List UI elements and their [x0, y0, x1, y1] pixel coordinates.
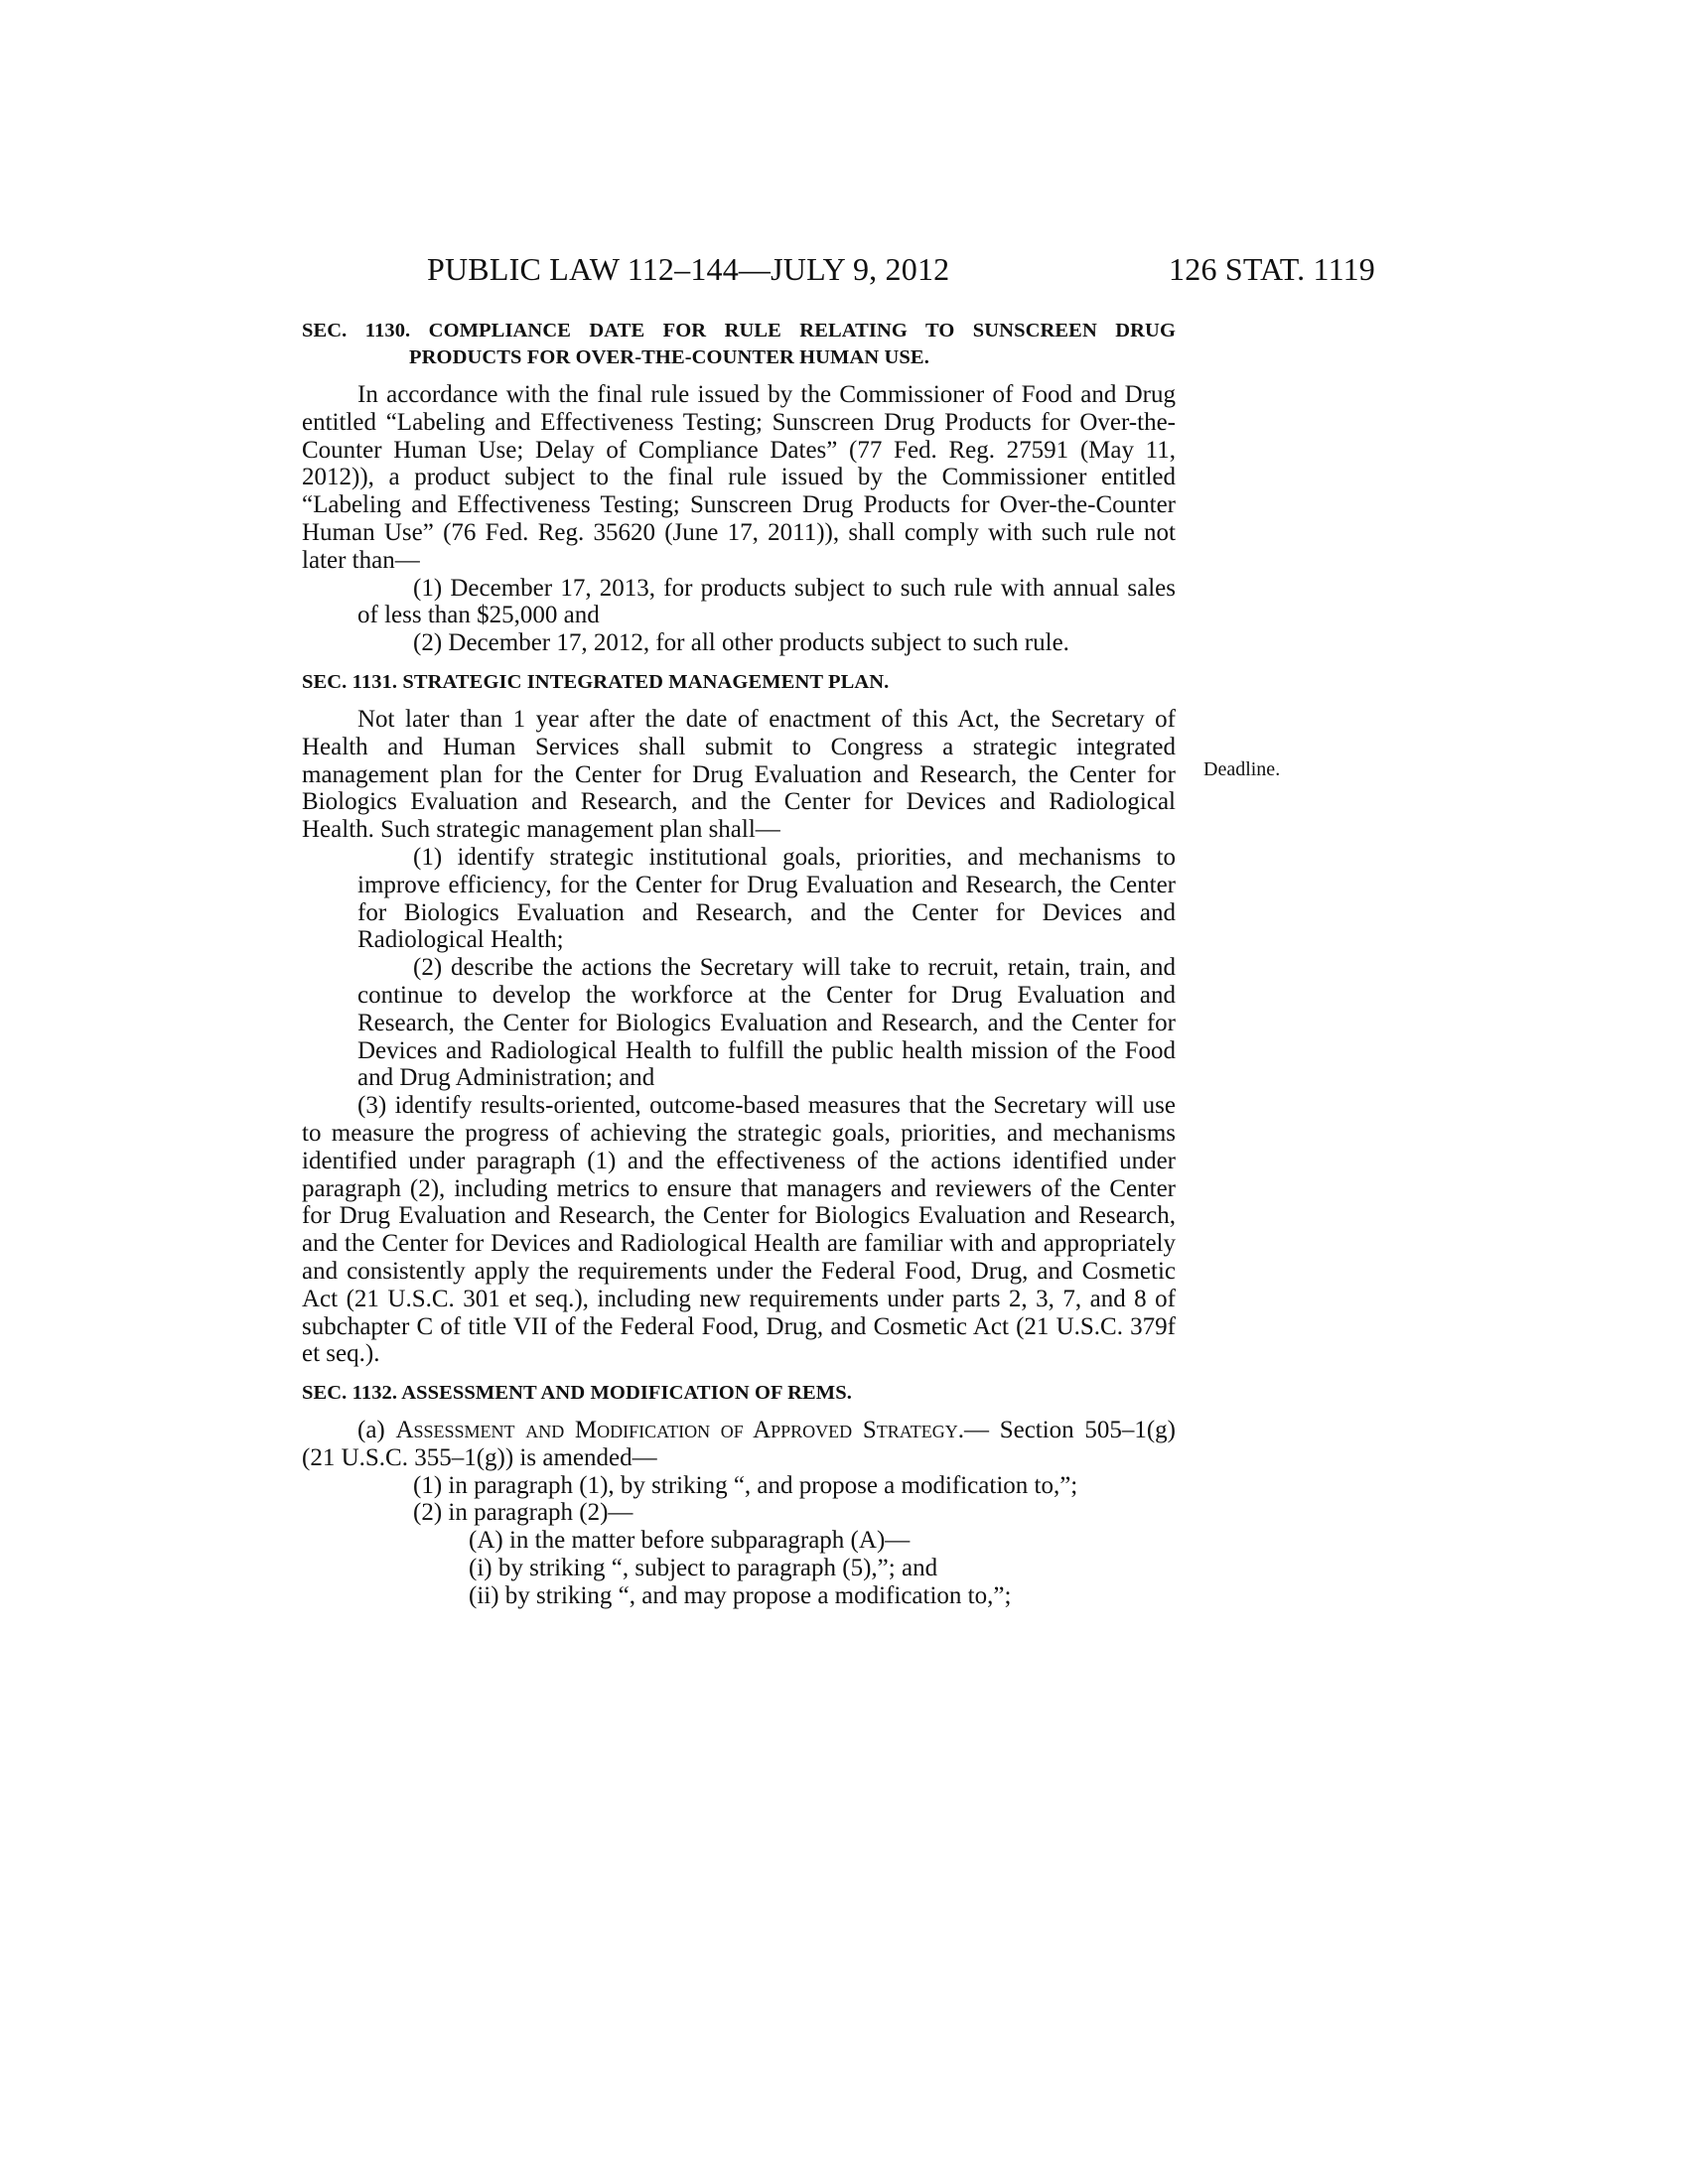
margin-note-deadline: Deadline.	[1203, 758, 1281, 780]
section-1130-intro: In accordance with the final rule issued by the Commissioner of Food and Drug entitled “Labeling and Effectiveness Testing; Sunscreen Drug Products for Over-the-Counter Human Use; Delay of Compliance Dates” (77 Fed. Reg. 27591 (May 11, 2012)), a product subject to the final rule issued by the Commissioner entitled “Labeling and Effectiveness Testing; Sunscreen Drug Products for Over-the-Counter Human Use” (76 Fed. Reg. 35620 (June 17, 2011)), shall comply with such rule not later than—	[302, 381, 1176, 574]
section-1132-item-i: (i) by striking “, subject to paragraph (5),”; and	[469, 1555, 938, 1582]
section-1132-item-2: (2) in paragraph (2)—	[413, 1499, 633, 1527]
section-1132-heading: SEC. 1132. ASSESSMENT AND MODIFICATION OF REMS.	[302, 1382, 852, 1405]
page-header	[427, 251, 1375, 291]
section-1132-item-1: (1) in paragraph (1), by striking “, and propose a modification to,”;	[413, 1471, 1078, 1499]
section-1131-heading: SEC. 1131. STRATEGIC INTEGRATED MANAGEMENT PLAN.	[302, 670, 890, 693]
section-1131-item-3: (3) identify results-oriented, outcome-based measures that the Secretary will use to measure the progress of achieving the strategic goals, priorities, and mechanisms identified under paragraph (1) and the effectiveness of the actions identified under paragraph (2), including metrics to ensure that managers and reviewers of the Center for Drug Evaluation and Research, the Center for Biologics Evaluation and Research, and the Center for Devices and Radiological Health are familiar with and appropriately and consistently apply the requirements under the Federal Food, Drug, and Cosmetic Act (21 U.S.C. 301 et seq.), including new requirements under parts 2, 3, 7, and 8 of subchapter C of title VII of the Federal Food, Drug, and Cosmetic Act (21 U.S.C. 379f et seq.).	[302, 1092, 1176, 1368]
section-1130-item-1: (1) December 17, 2013, for products subject to such rule with annual sales of less than $25,000 and	[357, 574, 1176, 629]
section-1130-item-2: (2) December 17, 2012, for all other products subject to such rule.	[413, 629, 1069, 657]
subsection-a-label: (a)	[357, 1417, 385, 1444]
section-1132-item-ii: (ii) by striking “, and may propose a modification to,”;	[469, 1581, 1012, 1609]
subsection-a-text: Section 505–1(g) (21 U.S.C. 355–1(g)) is amended—	[302, 1417, 1177, 1471]
section-1132-subsection-a	[302, 1417, 1176, 1472]
section-1131-intro: Not later than 1 year after the date of enactment of this Act, the Secretary of Health and Human Services shall submit to Congress a strategic integrated management plan for the Center for Drug Evaluation and Research, the Center for Biologics Evaluation and Research, and the Center for Devices and Radiological Health. Such strategic management plan shall—	[302, 705, 1176, 844]
section-1131-item-2: (2) describe the actions the Secretary will take to recruit, retain, train, and continue to develop the workforce at the Center for Drug Evaluation and Research, the Center for Biologics Evaluation and Research, and the Center for Devices and Radiological Health to fulfill the public health mission of the Food and Drug Administration; and	[357, 954, 1176, 1092]
statute-page-reference: 126 STAT. 1119	[1169, 251, 1375, 287]
section-1130-heading: SEC. 1130. COMPLIANCE DATE FOR RULE RELATING TO SUNSCREEN DRUG PRODUCTS FOR OVER-THE-COUNTER HUMAN USE.	[302, 320, 1176, 368]
running-head: PUBLIC LAW 112–144—JULY 9, 2012	[427, 251, 950, 287]
section-1130	[302, 318, 1176, 657]
section-1131-item-1: (1) identify strategic institutional goals, priorities, and mechanisms to improve efficiency, for the Center for Drug Evaluation and Research, the Center for Biologics Evaluation and Research, and the Center for Devices and Radiological Health;	[357, 843, 1176, 954]
section-1131	[302, 669, 1176, 1368]
subsection-a-title: Assessment and Modification of Approved Strategy.—	[395, 1417, 989, 1444]
section-1132-item-A: (A) in the matter before subparagraph (A)—	[469, 1527, 911, 1555]
document-body	[302, 318, 1176, 1610]
section-1132	[302, 1380, 1176, 1610]
